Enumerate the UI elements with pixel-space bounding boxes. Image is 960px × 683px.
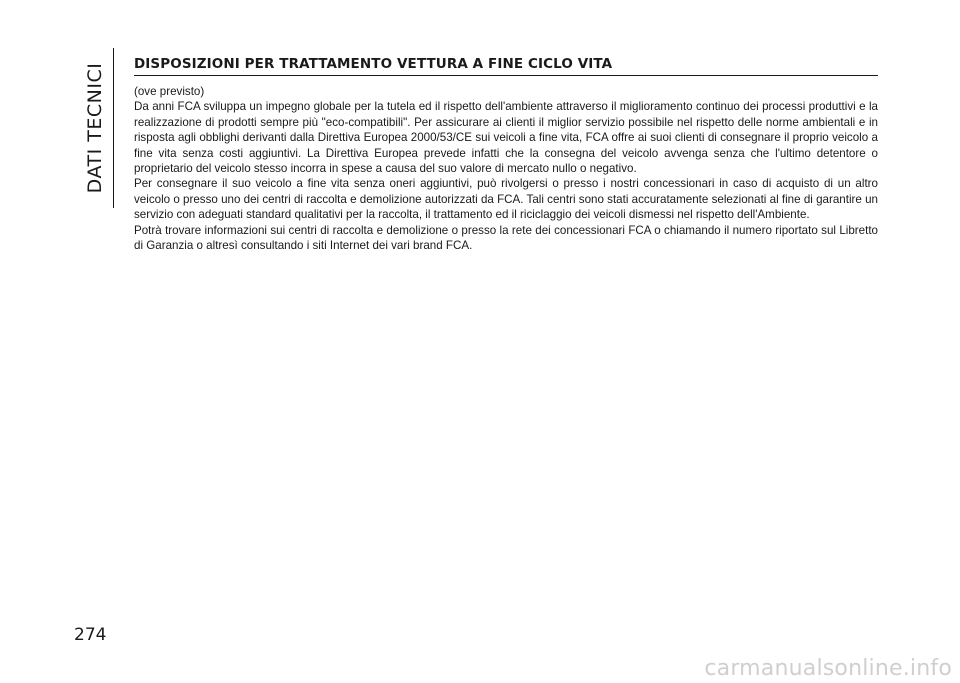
section-content	[134, 56, 878, 253]
page-number: 274	[74, 625, 107, 645]
paragraph-information: Potrà trovare informazioni sui centri di raccolta e demolizione o presso la rete dei concessionari FCA o chiamando il numero riportato sul Libretto di Garanzia o altresì consultando i siti Internet dei vari brand FCA.	[134, 223, 878, 253]
paragraph-delivery: Per consegnare il suo veicolo a fine vita senza oneri aggiuntivi, può rivolgersi o presso i nostri concessionari in caso di acquisto di un altro veicolo o presso uno dei centri di raccolta e demolizione autorizzati da FCA. Tali centri sono stati accuratamente selezionati al fine di garantire un servizio con adeguati standard qualitativi per la raccolta, il trattamento ed il riciclaggio dei veicoli dismessi nel rispetto dell'Ambiente.	[134, 177, 878, 222]
paragraph-scope: (ove previsto)	[134, 85, 205, 98]
section-title: DISPOSIZIONI PER TRATTAMENTO VETTURA A FINE CICLO VITA	[134, 56, 878, 76]
chapter-divider	[113, 48, 114, 208]
watermark: carmanualsonline.info	[704, 656, 952, 681]
chapter-tab	[84, 48, 106, 208]
paragraph-commitment: Da anni FCA sviluppa un impegno globale per la tutela ed il rispetto dell'ambiente attraverso il miglioramento continuo dei processi produttivi e la realizzazione di prodotti sempre più "eco-compatibili". Per assicurare ai clienti il miglior servizio possibile nel rispetto delle norme ambientali e in risposta agli obblighi derivanti dalla Direttiva Europea 2000/53/CE sui veicoli a fine vita, FCA offre ai suoi clienti di consegnare il proprio veicolo a fine vita senza costi aggiuntivi. La Direttiva Europea prevede infatti che la consegna del veicolo avvenga senza che l'ultimo detentore o proprietario del veicolo stesso incorra in spese a causa del suo valore di mercato nullo o negativo.	[134, 100, 878, 176]
chapter-tab-label: DATI TECNICI	[84, 62, 106, 194]
